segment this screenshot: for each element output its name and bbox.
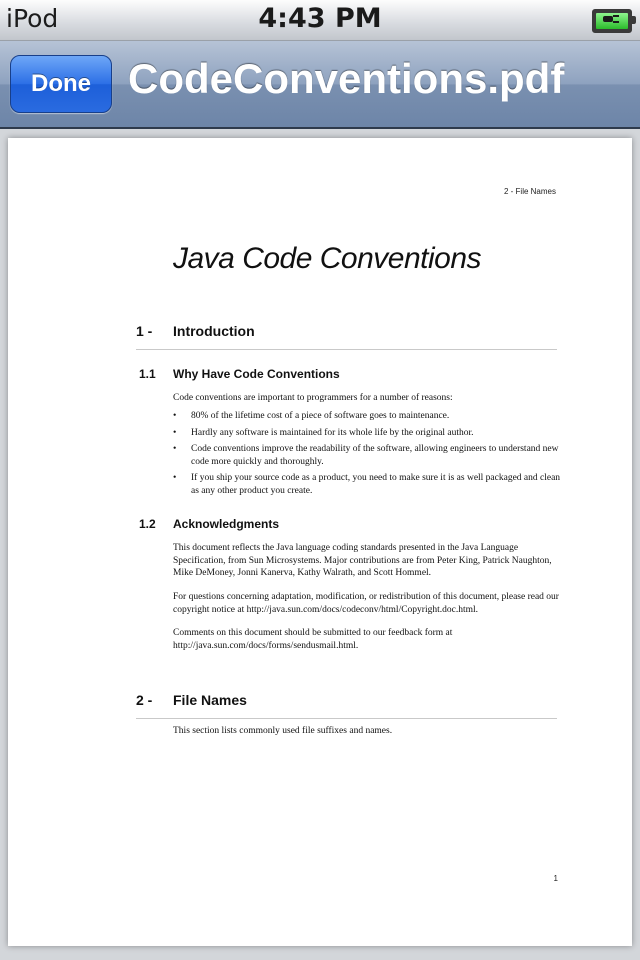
status-bar [0, 0, 640, 41]
carrier-label: iPod [6, 4, 59, 33]
section-number: 1 - [136, 323, 153, 339]
paragraph-copyright: For questions concerning adaptation, modification, or redistribution of this document, please read our copyright notice at http://java.sun.com/docs/codeconv/html/Copyright.doc.html. [173, 592, 559, 615]
subsection-label: Acknowledgments [173, 517, 280, 531]
list-item: • If you ship your source code as a product, you need to make sure it is as well packaged and clean as any other product you create. [173, 473, 561, 496]
page-number: 1 [553, 874, 558, 883]
plug-icon [603, 14, 621, 24]
paragraph-intro: Code conventions are important to programmers for a number of reasons: [173, 393, 453, 403]
section-number: 2 - [136, 692, 153, 708]
list-item: • Hardly any software is maintained for its whole life by the original author. [173, 427, 474, 438]
subsection-number: 1.2 [139, 517, 156, 531]
battery-charging-icon [592, 9, 632, 33]
subsection-number: 1.1 [139, 367, 156, 381]
list-item: • Code conventions improve the readability of the software, allowing engineers to understand new code more quickly and thoroughly. [173, 444, 559, 467]
list-item: • 80% of the lifetime cost of a piece of software goes to maintenance. [173, 411, 450, 421]
paragraph-feedback: Comments on this document should be submitted to our feedback form at http://java.sun.com/docs/forms/sendusmail.html. [173, 628, 453, 651]
section-label: Introduction [173, 323, 255, 339]
section-heading-introduction [136, 323, 557, 350]
section-label: File Names [173, 692, 247, 708]
reasons-list [173, 410, 563, 501]
navigation-bar [0, 41, 640, 129]
document-heading: Java Code Conventions [173, 242, 482, 275]
running-header: 2 - File Names [503, 187, 556, 196]
paragraph-file-names: This section lists commonly used file suffixes and names. [173, 726, 393, 736]
section-heading-file-names [136, 692, 557, 719]
status-clock: 4:43 PM [258, 3, 382, 34]
pdf-page[interactable] [8, 138, 632, 946]
document-title: CodeConventions.pdf [128, 55, 565, 102]
subsection-label: Why Have Code Conventions [173, 367, 340, 381]
done-button[interactable]: Done [10, 55, 112, 113]
paragraph-acknowledgments: This document reflects the Java language coding standards presented in the Java Language Specification, from Sun Microsystems. Major contributions are from Peter King, Patrick Naughton, Mike DeMoney, Jonni Kanerva, Kathy Walrath, and Scott Hommel. [173, 543, 552, 578]
